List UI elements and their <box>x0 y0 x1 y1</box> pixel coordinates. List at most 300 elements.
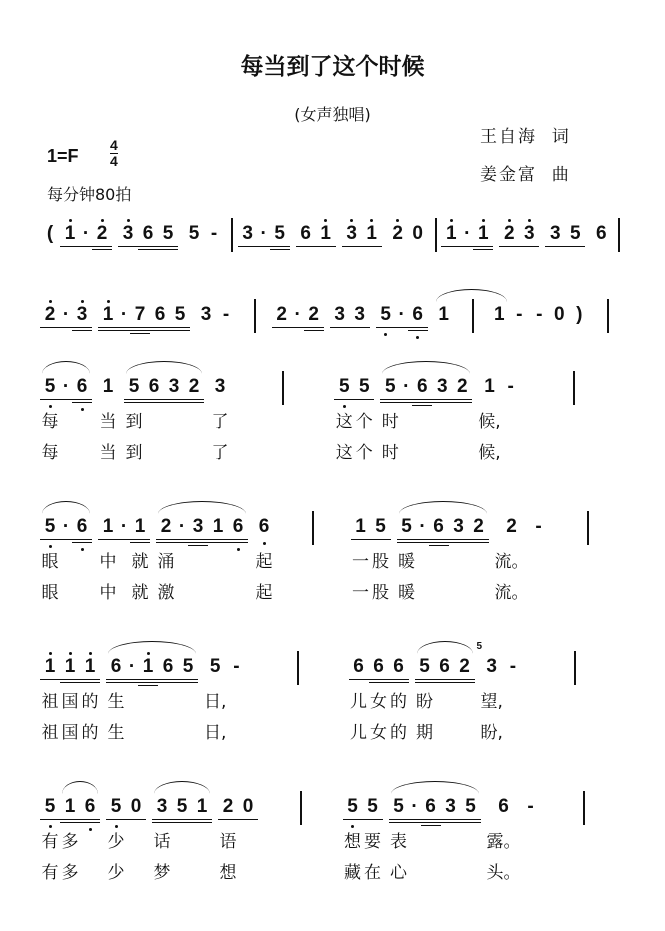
composer-credit: 姜金富 曲 <box>480 165 571 185</box>
lyric-verse-1: 中 <box>99 552 117 572</box>
note <box>130 515 150 539</box>
note <box>98 375 118 399</box>
beam-underline <box>389 679 409 680</box>
note-digit: 5 <box>128 376 140 397</box>
note-digit: 6 <box>232 516 244 537</box>
note-column <box>270 222 290 246</box>
note <box>489 303 509 327</box>
note-column <box>396 303 408 327</box>
beam-underline <box>389 822 409 823</box>
low-octave-dot <box>351 825 354 828</box>
note <box>40 222 60 246</box>
beam-underline <box>421 822 441 823</box>
note-column <box>118 222 138 246</box>
beam-underline <box>106 819 126 820</box>
lyric-verse-2: 候, <box>478 443 501 463</box>
note-column <box>150 303 170 327</box>
note-column <box>184 375 204 469</box>
note-digit: 0 <box>130 796 142 817</box>
beam-underline <box>304 327 324 328</box>
note <box>226 655 246 679</box>
note-digit: · <box>120 304 128 325</box>
beam-underline <box>80 822 100 823</box>
note-column <box>40 303 60 327</box>
slur <box>42 501 90 514</box>
lyricist-credit: 王自海 词 <box>480 127 571 147</box>
high-octave-dot <box>450 219 453 222</box>
beam-underline <box>469 539 489 540</box>
note-digit: 5 <box>209 656 221 677</box>
beam-underline <box>369 679 389 680</box>
beam-underline <box>118 330 130 331</box>
note-column <box>461 795 481 889</box>
beam-underline <box>118 327 130 328</box>
beam-underline <box>415 682 435 683</box>
note-column <box>40 375 60 469</box>
beam-underline <box>98 330 118 331</box>
note <box>529 515 549 539</box>
note <box>192 795 212 819</box>
note-digit: 5 <box>385 376 396 397</box>
note <box>316 222 336 246</box>
note <box>138 222 158 246</box>
note-digit: 1 <box>196 796 208 817</box>
note-column <box>152 795 172 889</box>
note <box>60 515 72 539</box>
note-column <box>478 375 500 469</box>
score-system <box>40 222 625 254</box>
high-octave-dot <box>350 219 353 222</box>
note <box>441 222 461 246</box>
note-digit: · <box>178 516 186 537</box>
note-digit: 1 <box>64 656 76 677</box>
beam-underline <box>380 402 400 403</box>
note <box>487 795 521 819</box>
lyric-verse-1: 女 <box>370 692 387 712</box>
lyric-verse-1: 有 <box>41 832 59 852</box>
note-column <box>449 515 469 609</box>
note-digit: 3 <box>550 223 561 244</box>
note <box>254 515 274 539</box>
note-column <box>334 375 354 469</box>
lyric-verse-1: 每 <box>41 412 59 432</box>
high-octave-dot <box>69 219 72 222</box>
lyric-verse-1: 个 <box>355 412 373 432</box>
high-octave-dot <box>107 300 110 303</box>
note-digit: 5 <box>176 796 188 817</box>
note <box>412 375 432 399</box>
note <box>158 655 178 679</box>
note-digit: 2 <box>96 223 108 244</box>
lyric-verse-2: 个 <box>355 443 373 463</box>
lyric-verse-1: 表 <box>390 832 407 852</box>
note-digit: 6 <box>162 656 174 677</box>
note-digit: · <box>464 223 471 244</box>
note-column <box>126 795 146 889</box>
note <box>349 655 369 679</box>
beam-underline <box>304 330 324 331</box>
low-octave-dot <box>81 408 84 411</box>
note-column <box>304 303 324 327</box>
beam-underline <box>565 246 585 247</box>
beam-underline <box>208 542 228 543</box>
beam-underline <box>208 539 228 540</box>
note <box>72 303 92 327</box>
lyric-verse-2: 眼 <box>41 583 59 603</box>
note <box>371 515 391 539</box>
note-digit: 2 <box>506 516 517 537</box>
note <box>495 515 529 539</box>
note-column <box>130 303 150 327</box>
note <box>184 375 204 399</box>
note <box>421 795 441 819</box>
note-digit: 1 <box>64 223 76 244</box>
note-column <box>499 222 519 246</box>
note-column <box>330 303 350 327</box>
slur <box>399 501 487 514</box>
note-column <box>389 655 409 749</box>
note-digit: 1 <box>84 656 96 677</box>
low-octave-dot <box>416 336 419 339</box>
barline <box>589 303 625 335</box>
note-column <box>118 303 130 327</box>
lyric-verse-2: 股 <box>372 583 389 603</box>
low-octave-dot <box>343 405 346 408</box>
lyric-verse-1: 少 <box>107 832 125 852</box>
note-digit: 6 <box>258 516 270 537</box>
lyric-verse-1: 祖 <box>41 692 59 712</box>
lyric-verse-1: 国 <box>61 692 79 712</box>
beam-underline <box>156 539 176 540</box>
high-octave-dot <box>324 219 327 222</box>
beam-underline <box>432 399 452 400</box>
note <box>304 303 324 327</box>
note <box>389 795 409 819</box>
note-digit: 6 <box>148 376 160 397</box>
lyric-verse-2: 梦 <box>153 863 171 883</box>
note-column <box>434 303 454 327</box>
note-digit: · <box>128 656 136 677</box>
slur <box>436 289 508 302</box>
beam-underline <box>60 682 80 683</box>
beam-underline <box>417 542 429 543</box>
beam-underline <box>380 399 400 400</box>
lyric-verse-2: 盼, <box>480 723 503 743</box>
beam-underline <box>396 327 408 328</box>
note-column <box>362 222 382 246</box>
note <box>156 515 176 539</box>
note-column <box>354 375 374 469</box>
beam-underline <box>60 679 80 680</box>
note <box>152 795 172 819</box>
beam-underline <box>192 819 212 820</box>
note-digit: 1 <box>44 656 56 677</box>
note <box>452 375 472 399</box>
beam-underline <box>188 545 208 546</box>
beam-underline <box>412 399 432 400</box>
note-column <box>40 795 60 889</box>
beam-underline <box>72 330 92 331</box>
beam-underline <box>172 819 192 820</box>
note <box>396 303 408 327</box>
note <box>216 303 236 327</box>
lyric-verse-2: 每 <box>41 443 59 463</box>
note-column <box>204 222 224 246</box>
note <box>296 222 316 246</box>
beam-underline <box>158 679 178 680</box>
score-system <box>40 641 625 749</box>
beam-underline <box>106 682 126 683</box>
note-digit: 1 <box>64 796 76 817</box>
note-column <box>80 795 100 889</box>
note-column <box>469 515 489 609</box>
beam-underline <box>130 327 150 328</box>
note-digit: 1 <box>355 516 366 537</box>
note-digit: 2 <box>457 376 468 397</box>
beam-underline <box>138 246 158 247</box>
note <box>118 222 138 246</box>
note-column <box>124 375 144 469</box>
beam-underline <box>156 542 176 543</box>
note <box>476 641 503 679</box>
note-digit: 1 <box>366 223 377 244</box>
beam-underline <box>130 539 150 540</box>
note-column <box>529 303 549 327</box>
note-digit: 1 <box>484 376 495 397</box>
note-digit: 6 <box>154 304 166 325</box>
note-column <box>495 515 529 609</box>
lyric-verse-2: 暖 <box>398 583 415 603</box>
slur <box>42 361 90 374</box>
note-digit: - <box>536 304 543 325</box>
note <box>415 655 435 679</box>
note-digit: 6 <box>417 376 428 397</box>
note-column <box>565 222 585 246</box>
lyric-verse-2: 祖 <box>41 723 59 743</box>
note-digit: 5 <box>174 304 186 325</box>
note-column <box>369 655 389 749</box>
beam-underline <box>72 327 92 328</box>
note-digit: 6 <box>142 223 154 244</box>
beam-underline <box>238 246 258 247</box>
note-column <box>441 795 461 889</box>
beam-underline <box>362 246 382 247</box>
lyric-verse-1: 日, <box>204 692 227 712</box>
lyric-verse-1: 股 <box>372 552 389 572</box>
note-digit: 1 <box>478 223 489 244</box>
beam-underline <box>545 246 565 247</box>
beam-underline <box>452 399 472 400</box>
note-digit: 2 <box>44 304 56 325</box>
note-column <box>60 795 80 889</box>
note <box>204 222 224 246</box>
note <box>545 222 565 246</box>
lyric-verse-1: 到 <box>125 412 143 432</box>
beam-underline <box>80 679 100 680</box>
barline <box>236 303 272 335</box>
beam-underline <box>461 822 481 823</box>
note-digit: - <box>222 304 230 325</box>
beam-underline <box>124 399 144 400</box>
note-digit: 0 <box>554 304 565 325</box>
note <box>144 375 164 399</box>
high-octave-dot <box>482 219 485 222</box>
note <box>210 375 230 399</box>
beam-underline <box>72 399 92 400</box>
beam-underline <box>435 679 455 680</box>
note-digit: 3 <box>122 223 134 244</box>
lyric-verse-1: 起 <box>255 552 273 572</box>
lyric-verse-2: 一 <box>352 583 369 603</box>
note-column <box>196 303 216 327</box>
beam-underline <box>40 327 60 328</box>
lyric-verse-2: 了 <box>211 443 229 463</box>
note-column <box>415 655 435 749</box>
note-digit: 6 <box>84 796 96 817</box>
beam-underline <box>150 327 170 328</box>
beam-underline <box>126 819 146 820</box>
lyric-verse-1: 这 <box>335 412 353 432</box>
note <box>124 375 144 399</box>
beam-underline <box>40 539 60 540</box>
note-digit: · <box>62 376 70 397</box>
note <box>478 375 500 399</box>
note-column <box>218 795 238 889</box>
beam-underline <box>272 327 292 328</box>
beam-underline <box>519 246 539 247</box>
lyric-verse-2: 期 <box>416 723 433 743</box>
note-digit: 1 <box>446 223 457 244</box>
barline <box>230 375 334 407</box>
beam-underline <box>130 333 150 334</box>
beam-underline <box>40 679 60 680</box>
note-digit: · <box>403 376 410 397</box>
barline <box>523 655 625 687</box>
note-column <box>429 515 449 609</box>
note <box>449 515 469 539</box>
note <box>238 222 258 246</box>
note-digit: 6 <box>596 223 607 244</box>
note <box>389 655 409 679</box>
beam-underline <box>455 682 475 683</box>
note <box>92 222 112 246</box>
note <box>138 655 158 679</box>
lyric-verse-1: 一 <box>352 552 369 572</box>
note <box>80 655 100 679</box>
note-digit: - <box>507 376 514 397</box>
note-column <box>569 303 589 327</box>
note <box>342 222 362 246</box>
meter-numerator: 4 <box>110 137 118 153</box>
note-digit: 3 <box>453 516 464 537</box>
high-octave-dot <box>81 300 84 303</box>
note-column <box>192 795 212 889</box>
note-column <box>118 515 130 609</box>
lyric-verse-1: 眼 <box>41 552 59 572</box>
note-digit: 1 <box>494 304 505 325</box>
beam-underline <box>138 682 158 683</box>
beam-underline <box>72 542 92 543</box>
beam-underline <box>350 327 370 328</box>
note-column <box>409 795 421 889</box>
note-column <box>98 515 118 609</box>
note-column <box>188 515 208 609</box>
note-column <box>489 303 509 327</box>
slur <box>154 781 210 794</box>
note-column <box>144 375 164 469</box>
note-column <box>130 515 150 609</box>
note-digit: 5 <box>188 223 200 244</box>
note <box>40 375 60 399</box>
note-digit: 2 <box>276 304 287 325</box>
beam-underline <box>363 819 383 820</box>
note <box>60 303 72 327</box>
low-octave-dot <box>81 548 84 551</box>
note <box>60 795 80 819</box>
note-digit: 3 <box>200 304 212 325</box>
lyric-verse-2: 有 <box>41 863 59 883</box>
beam-underline <box>330 327 350 328</box>
note-digit: 2 <box>392 223 403 244</box>
beam-underline <box>238 819 258 820</box>
beam-underline <box>334 399 354 400</box>
note-digit: 1 <box>134 516 146 537</box>
note-digit: ) <box>576 304 583 325</box>
lyric-verse-1: 流。 <box>494 552 529 572</box>
note <box>441 795 461 819</box>
note-column <box>349 655 369 749</box>
beam-underline <box>158 249 178 250</box>
note <box>60 655 80 679</box>
lyric-verse-1: 的 <box>390 692 407 712</box>
beam-underline <box>473 249 493 250</box>
lyric-verse-1: 的 <box>81 692 99 712</box>
beam-underline <box>400 402 412 403</box>
note-column <box>296 222 316 246</box>
beam-underline <box>228 539 248 540</box>
note-column <box>204 655 226 749</box>
beam-underline <box>412 402 432 403</box>
beam-underline <box>408 327 428 328</box>
note <box>130 303 150 327</box>
note <box>334 375 354 399</box>
note-column <box>226 655 246 749</box>
beam-underline <box>164 399 184 400</box>
note <box>208 515 228 539</box>
beam-underline <box>270 246 290 247</box>
barline <box>521 375 625 407</box>
note-column <box>316 222 336 246</box>
beam-underline <box>371 539 391 540</box>
lyric-verse-1: 时 <box>381 412 399 432</box>
tempo-marking: 每分钟80拍 <box>47 185 132 204</box>
note-digit: 2 <box>160 516 172 537</box>
beam-underline <box>184 399 204 400</box>
note-column <box>72 303 92 327</box>
beam-underline <box>126 679 138 680</box>
note-column <box>172 795 192 889</box>
note <box>98 515 118 539</box>
lyric-verse-1: 多 <box>61 832 79 852</box>
note <box>258 222 270 246</box>
note <box>434 303 454 327</box>
beam-underline <box>258 246 270 247</box>
note-column <box>521 795 541 889</box>
note-column <box>435 655 455 749</box>
lyric-verse-2: 日, <box>204 723 227 743</box>
note-column <box>60 222 80 246</box>
note <box>80 795 100 819</box>
